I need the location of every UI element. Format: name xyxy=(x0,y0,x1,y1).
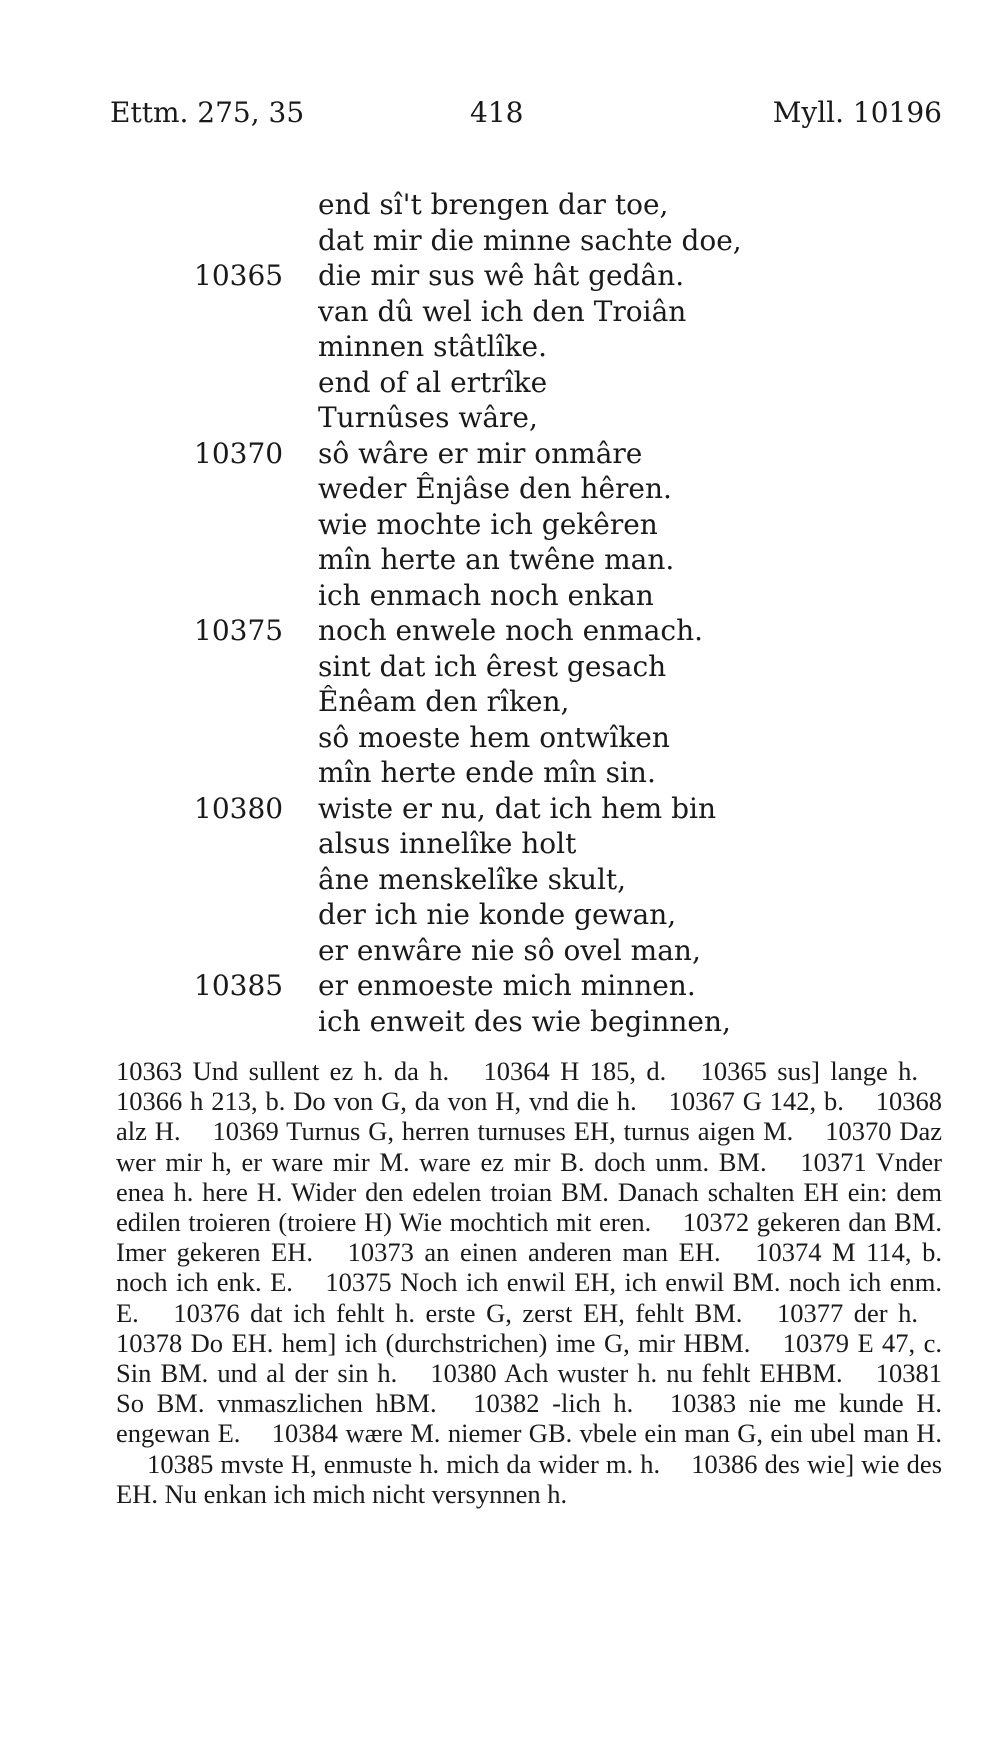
apparatus-note: 10378 Do EH. hem] ich (durchstrichen) ime G, mir HBM. xyxy=(116,1327,751,1358)
verse-line xyxy=(0,366,1000,402)
apparatus-note: 10376 dat ich fehlt h. erste G, zerst EH, fehlt BM. xyxy=(173,1297,743,1328)
apparatus-note: 10381 So BM. vnmaszlichen hBM. xyxy=(116,1358,942,1419)
verse-line-text: van dû wel ich den Troiân xyxy=(318,294,687,328)
page-header xyxy=(110,96,942,136)
verse-line xyxy=(0,650,1000,686)
apparatus-note: 10374 M 114, b. noch ich enk. E. xyxy=(116,1237,943,1298)
verse-line xyxy=(0,401,1000,437)
verse-line-text: weder Ênjâse den hêren. xyxy=(318,472,672,505)
critical-apparatus xyxy=(116,1056,942,1509)
verse-line-text: ich enmach noch enkan xyxy=(318,578,654,612)
apparatus-note: 10373 an einen anderen man EH. xyxy=(347,1237,721,1268)
line-number: 10375 xyxy=(194,614,284,647)
verse-line-text: dat mir die minne sachte doe, xyxy=(318,223,742,257)
verse-line-text: der ich nie konde gewan, xyxy=(318,898,677,931)
apparatus-note: 10368 alz H. xyxy=(116,1086,943,1147)
verse-line xyxy=(0,543,1000,579)
verse-line xyxy=(0,188,1000,224)
apparatus-note: 10375 Noch ich enwil EH, ich enwil BM. noch ich enm. E. xyxy=(116,1267,942,1328)
verse-line-text: die mir sus wê hât gedân. xyxy=(318,259,685,292)
apparatus-note: 10386 des wie] wie des EH. Nu enkan ich mich nicht versynnen h. xyxy=(116,1448,943,1509)
verse-line-text: mîn herte an twêne man. xyxy=(318,543,675,576)
verse-line-text: er enwâre nie sô ovel man, xyxy=(318,933,701,967)
verse-line-text: sint dat ich êrest gesach xyxy=(318,649,667,683)
apparatus-note: 10379 E 47, c. Sin BM. und al der sin h. xyxy=(116,1327,942,1389)
verse-line-text: Ênêam den rîken, xyxy=(318,685,570,718)
apparatus-note: 10366 h 213, b. Do von G, da von H, vnd die h. xyxy=(116,1086,637,1117)
header-left-reference: Ettm. 275, 35 xyxy=(110,96,305,129)
verse-line xyxy=(0,508,1000,544)
line-number: 10365 xyxy=(194,259,284,292)
apparatus-note: 10371 Vnder enea h. here H. Wider den edelen troian BM. Danach schalten EH ein: dem edilen troieren (troiere H) Wie mochtich mit eren. xyxy=(116,1146,942,1238)
verse-line-text: noch enwele noch enmach. xyxy=(318,614,704,647)
verse-line-text: wiste er nu, dat ich hem bin xyxy=(318,791,717,825)
verse-line-text: end of al ertrîke xyxy=(318,365,548,399)
verse-line xyxy=(0,330,1000,366)
verse-line xyxy=(0,863,1000,899)
verse-line xyxy=(0,1005,1000,1041)
apparatus-note: 10369 Turnus G, herren turnuses EH, turnus aigen M. xyxy=(212,1116,794,1147)
apparatus-note: 10370 Daz wer mir h, er ware mir M. ware ez mir B. doch unm. BM. xyxy=(116,1116,943,1177)
verse-line xyxy=(0,969,1000,1005)
apparatus-note: 10365 sus] lange h. xyxy=(700,1056,919,1086)
verse-line-text: wie mochte ich gekêren xyxy=(318,507,658,541)
apparatus-note: 10363 Und sullent ez h. da h. xyxy=(116,1056,450,1086)
apparatus-note: 10383 nie me kunde H. engewan E. xyxy=(116,1388,943,1449)
apparatus-note: 10384 wære M. niemer GB. vbele ein man G, ein ubel man H. xyxy=(271,1418,942,1449)
line-number: 10370 xyxy=(194,436,284,470)
verse-line-text: âne menskelîke skult, xyxy=(318,862,627,896)
verse-line xyxy=(0,792,1000,828)
page-number: 418 xyxy=(470,96,524,129)
verse-line xyxy=(0,898,1000,934)
line-number: 10380 xyxy=(194,791,284,825)
verse-line-text: mîn herte ende mîn sin. xyxy=(318,756,656,789)
apparatus-note: 10377 der h. xyxy=(776,1297,918,1328)
verse-line-text: minnen stâtlîke. xyxy=(318,330,547,363)
verse-line xyxy=(0,224,1000,260)
verse-text xyxy=(0,188,1000,1040)
apparatus-note: 10382 -lich h. xyxy=(473,1388,634,1419)
verse-line-text: sô moeste hem ontwîken xyxy=(318,720,670,754)
apparatus-note: 10364 H 185, d. xyxy=(483,1056,667,1086)
verse-line xyxy=(0,295,1000,331)
verse-line-text: end sî't brengen dar toe, xyxy=(318,188,669,221)
verse-line xyxy=(0,259,1000,295)
header-right-reference: Myll. 10196 xyxy=(772,96,942,129)
verse-line-text: alsus innelîke holt xyxy=(318,827,577,860)
apparatus-note: 10380 Ach wuster h. nu fehlt EHBM. xyxy=(430,1358,843,1389)
verse-line-text: ich enweit des wie beginnen, xyxy=(318,1004,731,1038)
line-number: 10385 xyxy=(194,969,284,1002)
verse-line xyxy=(0,934,1000,970)
apparatus-note: 10367 G 142, b. xyxy=(668,1086,844,1117)
verse-line xyxy=(0,721,1000,757)
verse-line xyxy=(0,756,1000,792)
verse-line xyxy=(0,685,1000,721)
verse-line-text: sô wâre er mir onmâre xyxy=(318,436,643,470)
verse-line xyxy=(0,579,1000,615)
verse-line-text: Turnûses wâre, xyxy=(318,401,538,434)
verse-line xyxy=(0,827,1000,863)
verse-line xyxy=(0,614,1000,650)
verse-line-text: er enmoeste mich minnen. xyxy=(318,969,696,1002)
apparatus-note: 10385 mvste H, enmuste h. mich da wider m. h. xyxy=(147,1448,661,1479)
verse-line xyxy=(0,472,1000,508)
verse-line xyxy=(0,437,1000,473)
apparatus-note: 10372 gekeren dan BM. Imer gekeren EH. xyxy=(116,1207,943,1268)
